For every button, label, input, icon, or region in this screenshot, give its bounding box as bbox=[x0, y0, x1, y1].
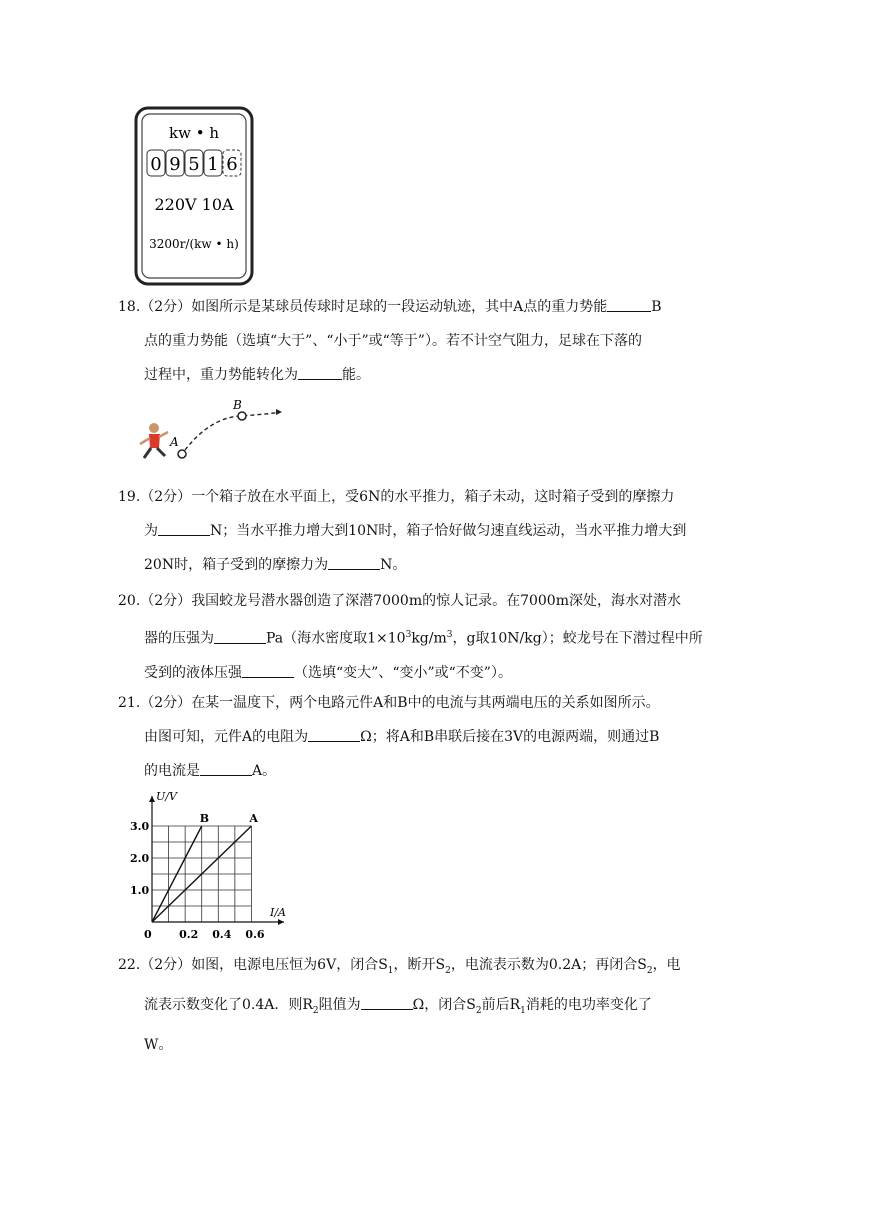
soccer-trajectory-figure bbox=[130, 392, 290, 472]
x-tick-label: 0.6 bbox=[245, 928, 265, 941]
meter-unit: kw • h bbox=[169, 124, 219, 142]
question-21: 21.（2分）在某一温度下，两个电路元件A和B中的电流与其两端电压的关系如图所示。 由图可知，元件A的电阻为 Ω；将A和B串联后接在3V的电源两端，则通过B 的电流是 A。 bbox=[118, 695, 660, 779]
y-tick-label: 2.0 bbox=[130, 852, 150, 865]
point-b-label: B bbox=[233, 398, 242, 412]
answer-blank[interactable] bbox=[242, 663, 294, 678]
answer-blank[interactable] bbox=[200, 761, 252, 776]
question-score: （2分） bbox=[140, 299, 192, 315]
x-tick-label: 0.2 bbox=[179, 928, 199, 941]
x-axis-label: I/A bbox=[270, 906, 286, 919]
question-19: 19.（2分）一个箱子放在水平面上，受6N的水平推力，箱子未动，这时箱子受到的摩擦力 为 N；当水平推力增大到10N时，箱子恰好做匀速直线运动，当水平推力增大到 20N时，箱子受到的摩擦力为 N。 bbox=[118, 489, 687, 573]
answer-blank[interactable] bbox=[214, 629, 266, 644]
meter-digit: 0 bbox=[150, 154, 162, 175]
answer-blank[interactable] bbox=[298, 365, 342, 380]
chart-series bbox=[152, 812, 258, 922]
y-axis-label: U/V bbox=[156, 790, 177, 803]
x-axis-arrow bbox=[278, 919, 284, 925]
answer-blank[interactable] bbox=[607, 297, 651, 312]
question-number: 19. bbox=[118, 489, 141, 505]
answer-blank[interactable] bbox=[158, 521, 210, 536]
meter-rating: 220V 10A bbox=[154, 195, 234, 214]
meter-digit: 1 bbox=[207, 154, 219, 175]
question-score: （2分） bbox=[140, 957, 192, 973]
question-number: 18. bbox=[118, 299, 141, 315]
y-tick-label: 1.0 bbox=[130, 884, 150, 897]
question-22: 22.（2分）如图，电源电压恒为6V，闭合$S_1$，断开$S_2$，电流表示数为0.2A；再闭合$S_2$，电 流表示数变化了0.4A．则$R_2$阻值为 Ω，闭合$S_2$前后$R_1$消耗的电功率变化了 W。 bbox=[118, 957, 681, 1053]
meter-digits bbox=[147, 150, 241, 176]
answer-blank[interactable] bbox=[361, 995, 413, 1010]
x-tick-label: 0.4 bbox=[212, 928, 232, 941]
y-axis-arrow bbox=[149, 796, 155, 802]
answer-blank[interactable] bbox=[308, 727, 360, 742]
question-number: 20. bbox=[118, 593, 141, 609]
y-tick-label: 3.0 bbox=[130, 820, 150, 833]
series-label-a: A bbox=[249, 812, 258, 825]
question-18: 18.（2分）如图所示是某球员传球时足球的一段运动轨迹，其中A点的重力势能 B 点的重力势能（选填“大于”、“小于”或“等于”）。若不计空气阻力，足球在下落的 过程中，重力势能转化为 能。 bbox=[118, 299, 662, 383]
question-20: 20.（2分）我国蛟龙号潜水器创造了深潜7000m的惊人记录。在7000m深处，海水对潜水 器的压强为 Pa（海水密度取$1\times 10^3kg/m^3$，g取10N/kg）；蛟龙号在下潜过程中所 受到的液体压强 （选填“变大”、“变小”或“不变”）。 bbox=[118, 593, 703, 681]
electric-meter-figure bbox=[134, 106, 254, 286]
answer-blank[interactable] bbox=[328, 555, 380, 570]
question-number: 22. bbox=[118, 957, 141, 973]
ball-point-a bbox=[178, 450, 186, 458]
meter-digit: 9 bbox=[169, 154, 181, 175]
ball-point-b bbox=[238, 412, 246, 420]
player-icon bbox=[140, 423, 168, 458]
meter-digit: 6 bbox=[226, 154, 238, 175]
series-label-b: B bbox=[199, 812, 210, 825]
x-tick-label: 0 bbox=[144, 928, 152, 941]
meter-digit: 5 bbox=[188, 154, 200, 175]
point-a-label: A bbox=[170, 435, 179, 449]
question-score: （2分） bbox=[140, 593, 192, 609]
question-score: （2分） bbox=[140, 489, 192, 505]
ui-chart bbox=[128, 790, 298, 945]
question-score: （2分） bbox=[140, 695, 192, 711]
meter-constant: 3200r/(kw • h) bbox=[149, 237, 239, 251]
question-number: 21. bbox=[118, 695, 141, 711]
